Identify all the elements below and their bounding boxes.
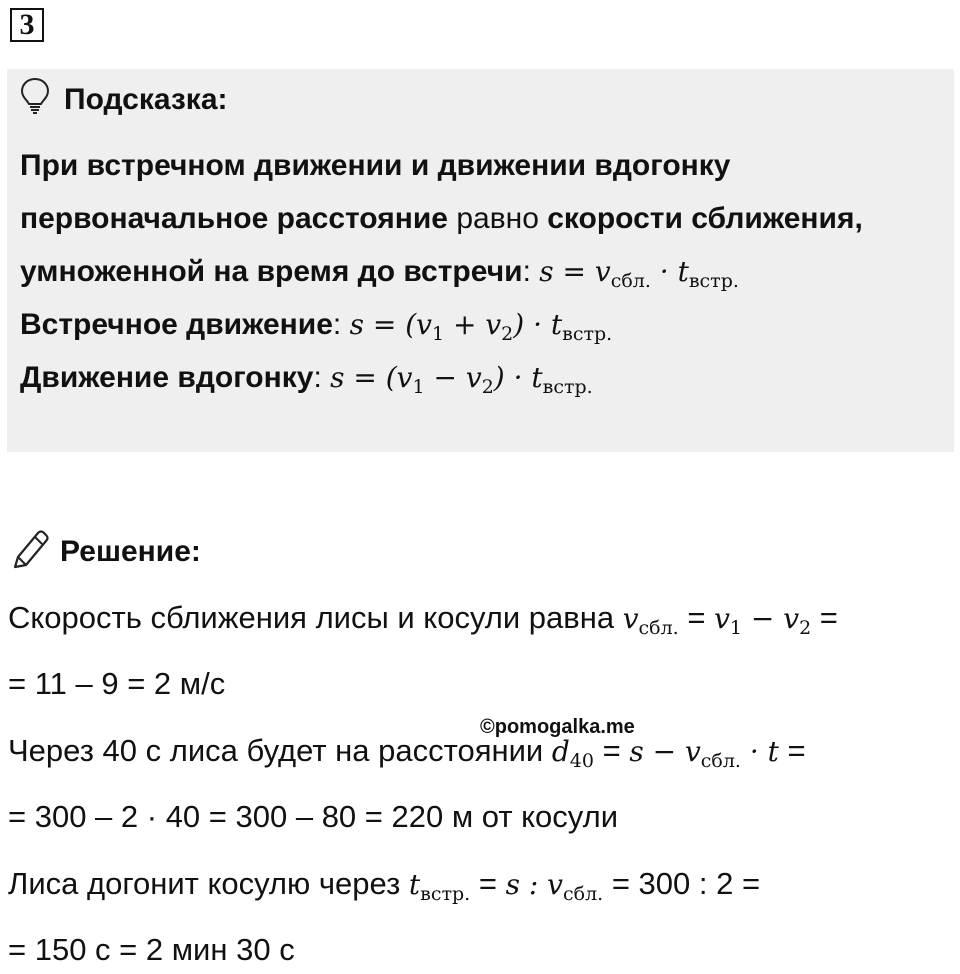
hint-line-4	[20, 305, 612, 345]
formula-head-on-a: s = (v	[349, 308, 432, 341]
solution-line-1-rhs	[714, 602, 812, 639]
watermark: ©pomogalka.me	[480, 716, 635, 738]
var-v1-sub: 1	[729, 617, 742, 639]
solution-line-3	[8, 729, 806, 774]
formula-head-on-sub-2: 2	[501, 323, 514, 345]
solution-line-5	[8, 862, 760, 907]
solution-line-1-minus: −	[742, 602, 784, 635]
solution-line-5-text: Лиса догонит косулю через	[8, 866, 409, 901]
var-t-meet: t	[408, 868, 421, 901]
solution-line-6: = 150 с = 2 мин 30 с	[8, 932, 295, 967]
formula-head-on-sub-3: встр.	[562, 323, 613, 345]
var-v-approach-sub: сбл.	[638, 617, 679, 639]
hint-line-4-colon: :	[332, 308, 350, 341]
solution-line-3-end: =	[778, 733, 806, 768]
solution-line-3-text: Через 40 с лиса будет на расстоянии	[8, 733, 552, 768]
solution-line-3-vsub: сбл.	[700, 750, 741, 772]
formula-head-on	[349, 308, 613, 345]
solution-line-2: = 11 – 9 = 2 м/с	[8, 666, 226, 701]
solution-header	[10, 530, 201, 574]
hint-line-5-colon: :	[313, 361, 331, 394]
hint-line-3-bold: умноженной на время до встречи	[20, 255, 523, 288]
hint-line-4-bold: Встречное движение	[20, 308, 333, 341]
formula-pursuit-c: ) · t	[493, 361, 543, 394]
formula-head-on-c: ) · t	[513, 308, 563, 341]
solution-line-3-rhs	[629, 735, 779, 772]
solution-line-1-formula	[622, 602, 679, 639]
solution-line-3-t: · t	[740, 735, 779, 768]
formula-head-on-sub-1: 1	[431, 323, 445, 345]
hint-line-3-colon: :	[522, 255, 540, 288]
solution-line-1-eq: =	[678, 600, 715, 635]
formula-pursuit-sub-1: 1	[412, 376, 425, 398]
hint-title: Подсказка:	[64, 83, 228, 116]
solution-line-5-formula	[408, 868, 471, 905]
solution-title: Решение:	[60, 535, 201, 568]
formula-general-lhs: s = v	[539, 255, 611, 288]
hint-line-2	[20, 199, 863, 239]
solution-line-1-text: Скорость сближения лисы и косули равна	[8, 600, 623, 635]
formula-pursuit-b: − v	[424, 361, 482, 394]
solution-line-3-eq: =	[593, 733, 630, 768]
solution-line-3-formula	[551, 735, 594, 772]
solution-line-5-eq: =	[470, 866, 506, 901]
var-v-approach: v	[622, 602, 639, 635]
solution-line-4: = 300 – 2 · 40 = 300 – 80 = 220 м от косули	[8, 799, 619, 834]
solution-line-5-end: = 300 : 2 =	[603, 866, 761, 901]
formula-general-mid: · t	[650, 255, 689, 288]
solution-line-5-s: s : v	[505, 868, 563, 901]
formula-pursuit-a: s = (v	[330, 361, 413, 394]
var-d: d	[551, 735, 570, 768]
formula-pursuit-sub-3: встр.	[542, 376, 593, 398]
hint-line-2-end: ,	[854, 202, 863, 235]
task-number: 3	[10, 8, 44, 42]
var-v2-sub: 2	[799, 617, 812, 639]
formula-pursuit	[330, 361, 593, 398]
formula-general-sub-1: сбл.	[610, 270, 651, 292]
var-v2: v	[783, 602, 800, 635]
hint-line-5-bold: Движение вдогонку	[20, 361, 314, 394]
solution-line-1	[8, 596, 838, 641]
var-t-meet-sub: встр.	[420, 883, 471, 905]
hint-line-3	[20, 252, 739, 292]
solution-line-3-s: s − v	[629, 735, 701, 768]
formula-general-sub-2: встр.	[688, 270, 739, 292]
lightbulb-icon	[20, 77, 50, 123]
solution-line-5-rhs	[505, 868, 604, 905]
hint-line-2-bold-1: первоначальное расстояние	[20, 202, 448, 235]
hint-line-2-plain: равно	[447, 202, 548, 235]
hint-line-2-bold-2: скорости сближения	[547, 202, 855, 235]
solution-line-5-vsub: сбл.	[563, 883, 604, 905]
hint-line-1: При встречном движении и движении вдогонку	[20, 149, 731, 182]
hint-line-5	[20, 358, 593, 398]
formula-general	[539, 255, 739, 292]
var-v1: v	[714, 602, 730, 635]
formula-pursuit-sub-2: 2	[481, 376, 494, 398]
solution-line-1-end: =	[811, 600, 838, 635]
hint-header	[20, 80, 228, 120]
pencil-icon	[10, 527, 52, 577]
formula-head-on-b: + v	[444, 308, 502, 341]
var-d-sub: 40	[569, 750, 594, 772]
